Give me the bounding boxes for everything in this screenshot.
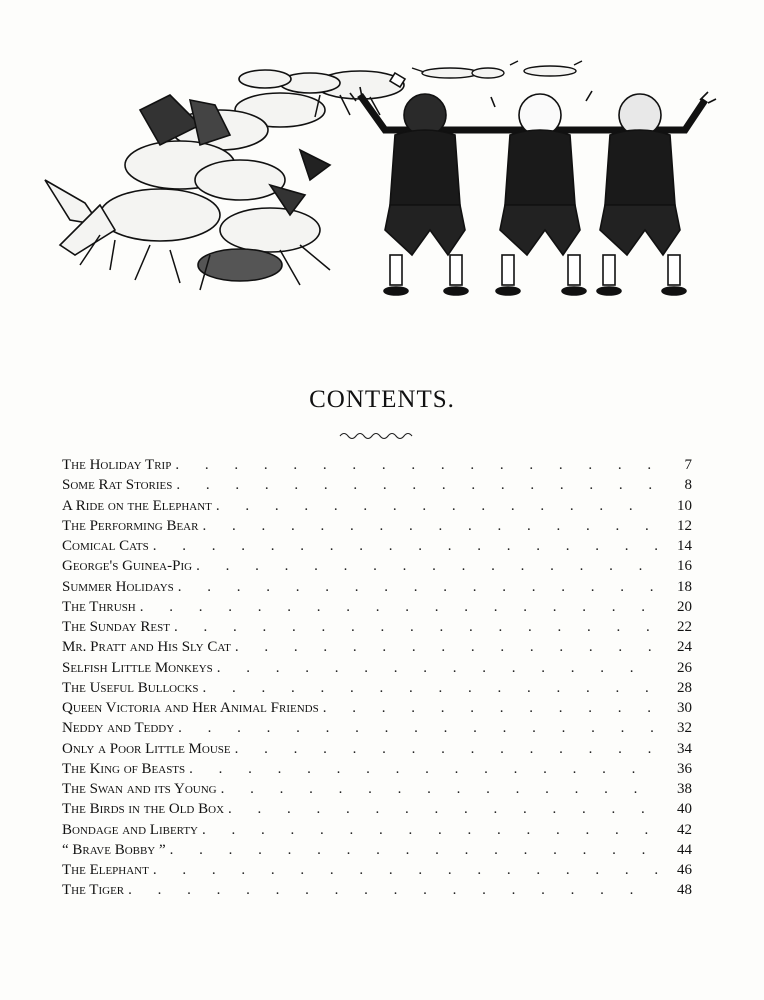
toc-entry: [62, 741, 692, 761]
toc-entry: [62, 862, 692, 882]
toc-entry-title: Neddy and Teddy: [62, 720, 175, 737]
toc-entry-page: 44: [677, 841, 692, 858]
dot-leader: [178, 720, 658, 737]
toc-entry: [62, 518, 692, 538]
dot-leader: [202, 518, 658, 535]
toc-entry-title: Only a Poor Little Mouse: [62, 740, 231, 757]
rabbits-icon: [412, 61, 582, 78]
dot-leader: [189, 761, 658, 778]
toc-entry-title: The Useful Bullocks: [62, 679, 199, 696]
toc-entry: [62, 801, 692, 821]
toc-entry-page: 46: [677, 862, 692, 878]
toc-entry-title: George's Guinea-Pig: [62, 558, 193, 575]
dot-leader: [202, 822, 658, 839]
toc-entry-page: 20: [677, 598, 692, 615]
dot-leader: [323, 700, 658, 717]
toc-entry-page: 26: [677, 659, 692, 676]
toc-entry-title: Queen Victoria and Her Animal Friends: [62, 700, 319, 716]
toc-entry: [62, 781, 692, 801]
dot-leader: [178, 579, 658, 596]
toc-entry-title: The Elephant: [62, 862, 149, 878]
dot-leader: [170, 842, 658, 859]
toc-entry-page: 36: [677, 760, 692, 777]
toc-entry-title: Summer Holidays: [62, 578, 174, 595]
dot-leader: [235, 639, 658, 656]
toc-entry-page: 7: [684, 457, 692, 473]
toc-entry-page: 32: [677, 720, 692, 737]
toc-entry-title: A Ride on the Elephant: [62, 497, 212, 514]
three-children-icon: [350, 87, 716, 295]
toc-entry: [62, 477, 692, 497]
toc-entry-page: 40: [677, 801, 692, 818]
toc-entry-title: Bondage and Liberty: [62, 821, 198, 838]
decorative-flourish-icon: [338, 430, 416, 440]
header-illustration: [40, 55, 720, 310]
toc-entry: [62, 680, 692, 700]
dot-leader: [196, 558, 658, 575]
toc-entry-page: 38: [677, 781, 692, 797]
dot-leader: [175, 457, 658, 474]
dot-leader: [228, 801, 658, 818]
toc-entry: [62, 579, 692, 599]
toc-entry-title: The Birds in the Old Box: [62, 801, 225, 818]
toc-entry-page: 18: [677, 578, 692, 595]
toc-entry: [62, 720, 692, 740]
toc-entry-title: The Sunday Rest: [62, 619, 170, 635]
toc-entry-page: 14: [677, 538, 692, 554]
toc-entry-title: The King of Beasts: [62, 760, 186, 777]
toc-entry-title: The Holiday Trip: [62, 457, 172, 473]
toc-entry-page: 12: [677, 517, 692, 534]
toc-entry-title: “ Brave Bobby ”: [62, 841, 166, 858]
toc-entry-title: The Tiger: [62, 882, 125, 899]
toc-entry-title: Selfish Little Monkeys: [62, 659, 213, 676]
toc-entry: [62, 822, 692, 842]
toc-entry: [62, 761, 692, 781]
table-of-contents: [62, 457, 692, 903]
toc-entry-page: 30: [677, 700, 692, 716]
toc-entry: [62, 842, 692, 862]
toc-entry-page: 16: [677, 558, 692, 575]
toc-entry-title: The Performing Bear: [62, 517, 199, 534]
stampede-animals-icon: [45, 70, 405, 281]
toc-entry: [62, 498, 692, 518]
toc-entry-title: The Swan and its Young: [62, 781, 217, 797]
toc-entry-page: 22: [677, 619, 692, 635]
toc-entry: [62, 660, 692, 680]
toc-entry: [62, 700, 692, 720]
page-title: CONTENTS.: [309, 386, 455, 413]
toc-entry-title: Some Rat Stories: [62, 477, 173, 494]
toc-entry-title: The Thrush: [62, 598, 136, 615]
toc-entry: [62, 457, 692, 477]
dot-leader: [153, 538, 658, 555]
dot-leader: [235, 741, 658, 758]
dot-leader: [217, 660, 658, 677]
dot-leader: [140, 599, 658, 616]
toc-entry: [62, 599, 692, 619]
dot-leader: [174, 619, 658, 636]
dot-leader: [221, 781, 658, 798]
dot-leader: [216, 498, 658, 515]
dot-leader: [128, 882, 658, 899]
toc-entry: [62, 619, 692, 639]
dot-leader: [176, 477, 658, 494]
toc-entry-title: Mr. Pratt and His Sly Cat: [62, 639, 231, 656]
toc-entry-page: 24: [677, 639, 692, 656]
toc-entry-page: 10: [677, 497, 692, 514]
toc-entry-title: Comical Cats: [62, 538, 149, 554]
toc-entry: [62, 538, 692, 558]
toc-entry: [62, 882, 692, 902]
toc-entry: [62, 639, 692, 659]
toc-entry-page: 42: [677, 821, 692, 838]
toc-entry: [62, 558, 692, 578]
toc-entry-page: 34: [677, 740, 692, 757]
dot-leader: [203, 680, 658, 697]
toc-entry-page: 48: [677, 882, 692, 899]
toc-entry-page: 28: [677, 679, 692, 696]
toc-entry-page: 8: [684, 477, 692, 494]
dot-leader: [153, 862, 658, 879]
